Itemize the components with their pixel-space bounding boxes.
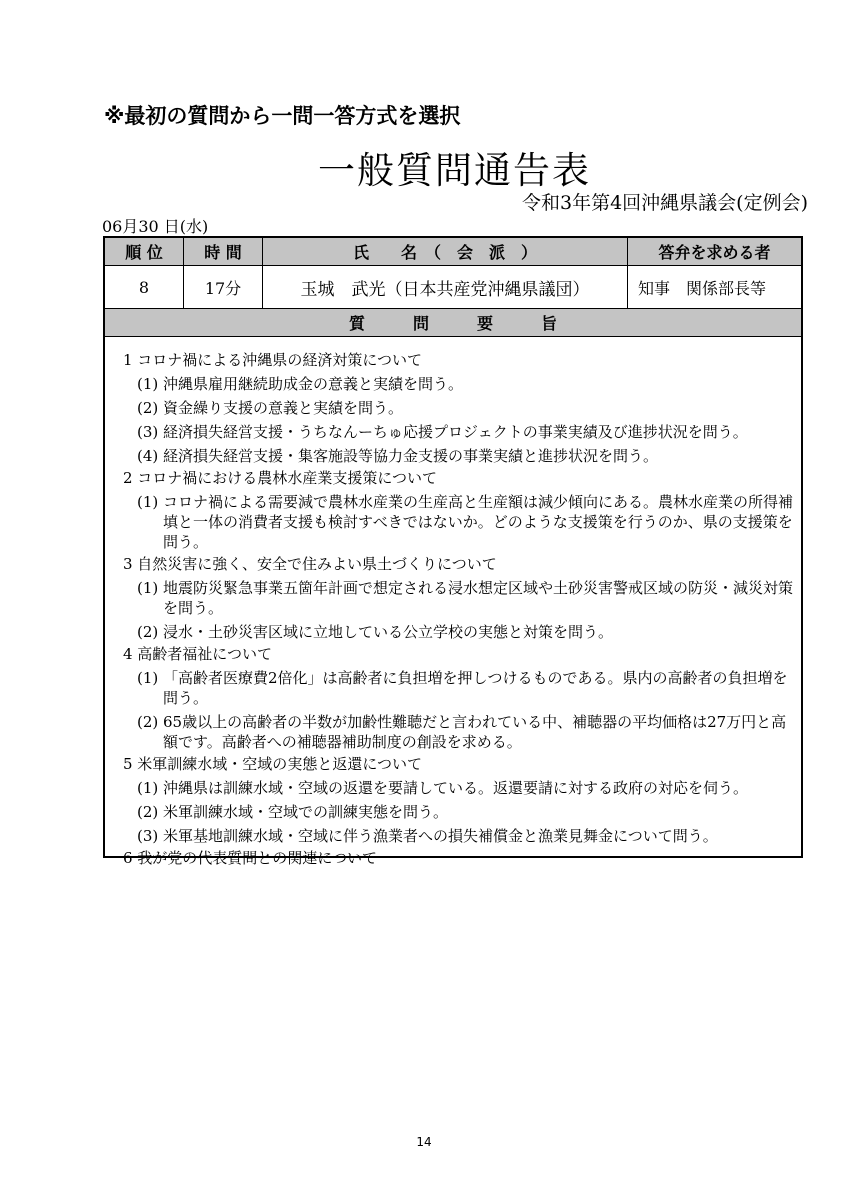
section-title: 1 コロナ禍による沖縄県の経済対策について (123, 351, 423, 369)
list-item (123, 492, 799, 552)
list-item (123, 712, 799, 752)
divider (105, 265, 801, 266)
respondent-value: 知事 関係部長等 (638, 278, 767, 298)
divider (105, 308, 801, 309)
list-item (123, 374, 799, 394)
item-text: 経済損失経営支援・うちなんーちゅ応援プロジェクトの事業実績及び進捗状況を問う。 (163, 423, 748, 441)
item-text: 地震防災緊急事業五箇年計画で想定される浸水想定区域や土砂災害警戒区域の防災・減災対策を問う。 (163, 579, 794, 617)
item-number: (3) (137, 423, 159, 441)
order-value: 8 (138, 277, 150, 297)
list-item (123, 668, 799, 708)
page-number: 14 (416, 1135, 432, 1149)
time-value: 17分 (204, 278, 242, 298)
item-number: (2) (137, 803, 159, 821)
col-name-header: 氏 名 （ 会 派 ） (263, 238, 627, 265)
divider (627, 238, 628, 308)
list-item (123, 802, 799, 822)
date: 06月30 日(水) (102, 217, 209, 236)
item-text: 米軍訓練水域・空域での訓練実態を問う。 (163, 803, 449, 821)
session-name: 令和3年第4回沖縄県議会(定例会) (521, 192, 808, 214)
item-text: 沖縄県雇用継続助成金の意義と実績を問う。 (163, 375, 464, 393)
member-name: 玉城 武光（日本共産党沖縄県議団） (300, 279, 590, 300)
item-text: 沖縄県は訓練水域・空域の返還を要請している。返還要請に対する政府の対応を伺う。 (163, 779, 749, 797)
list-item (123, 446, 799, 466)
col-time-header: 時 間 (184, 238, 262, 265)
item-number: (3) (137, 827, 159, 845)
item-number: (1) (137, 779, 159, 797)
item-text: 経済損失経営支援・集客施設等協力金支援の事業実績と進捗状況を問う。 (163, 447, 659, 465)
selection-note: ※最初の質問から一問一答方式を選択 (104, 104, 461, 128)
section-title: 2 コロナ禍における農林水産業支援策について (123, 469, 438, 487)
divider (183, 238, 184, 308)
item-number: (1) (137, 579, 159, 597)
divider (105, 336, 801, 337)
item-text: 浸水・土砂災害区域に立地している公立学校の実態と対策を問う。 (163, 623, 614, 641)
section-title: 6 我が党の代表質問との関連について (123, 849, 378, 867)
item-number: (1) (137, 493, 159, 511)
item-number: (2) (137, 713, 159, 731)
list-item (123, 422, 799, 442)
notice-table (103, 236, 803, 867)
item-number: (2) (137, 399, 159, 417)
summary-header: 質 問 要 旨 (105, 309, 801, 336)
item-text: 資金繰り支援の意義と実績を問う。 (163, 399, 404, 417)
item-number: (1) (137, 375, 159, 393)
divider (262, 238, 263, 308)
col-order-header: 順 位 (105, 238, 183, 265)
section-title: 5 米軍訓練水域・空域の実態と返還について (123, 755, 423, 773)
item-text: コロナ禍による需要減で農林水産業の生産高と生産額は減少傾向にある。農林水産業の所得補填と一体の消費者支援も検討すべきではないか。どのような支援策を行うのか、県の支援策を問う。 (163, 493, 794, 551)
item-number: (1) (137, 669, 159, 687)
item-text: 65歳以上の高齢者の半数が加齢性難聴だと言われている中、補聴器の平均価格は27万円と高額です。高齢者への補聴器補助制度の創設を求める。 (163, 713, 787, 751)
list-item (123, 778, 799, 798)
item-text: 「高齢者医療費2倍化」は高齢者に負担増を押しつけるものである。県内の高齢者の負担増を問う。 (163, 669, 788, 707)
list-item (123, 622, 799, 642)
item-text: 米軍基地訓練水域・空域に伴う漁業者への損失補償金と漁業見舞金について問う。 (163, 827, 718, 845)
item-number: (2) (137, 623, 159, 641)
document-title: 一般質問通告表 (318, 149, 591, 192)
list-item (123, 398, 799, 418)
section-title: 3 自然災害に強く、安全で住みよい県土づくりについて (123, 555, 497, 573)
item-number: (4) (137, 447, 159, 465)
question-summary (123, 348, 799, 868)
list-item (123, 578, 799, 618)
list-item (123, 826, 799, 846)
col-respondent-header: 答弁を求める者 (628, 238, 801, 265)
section-title: 4 高齢者福祉について (123, 645, 273, 663)
